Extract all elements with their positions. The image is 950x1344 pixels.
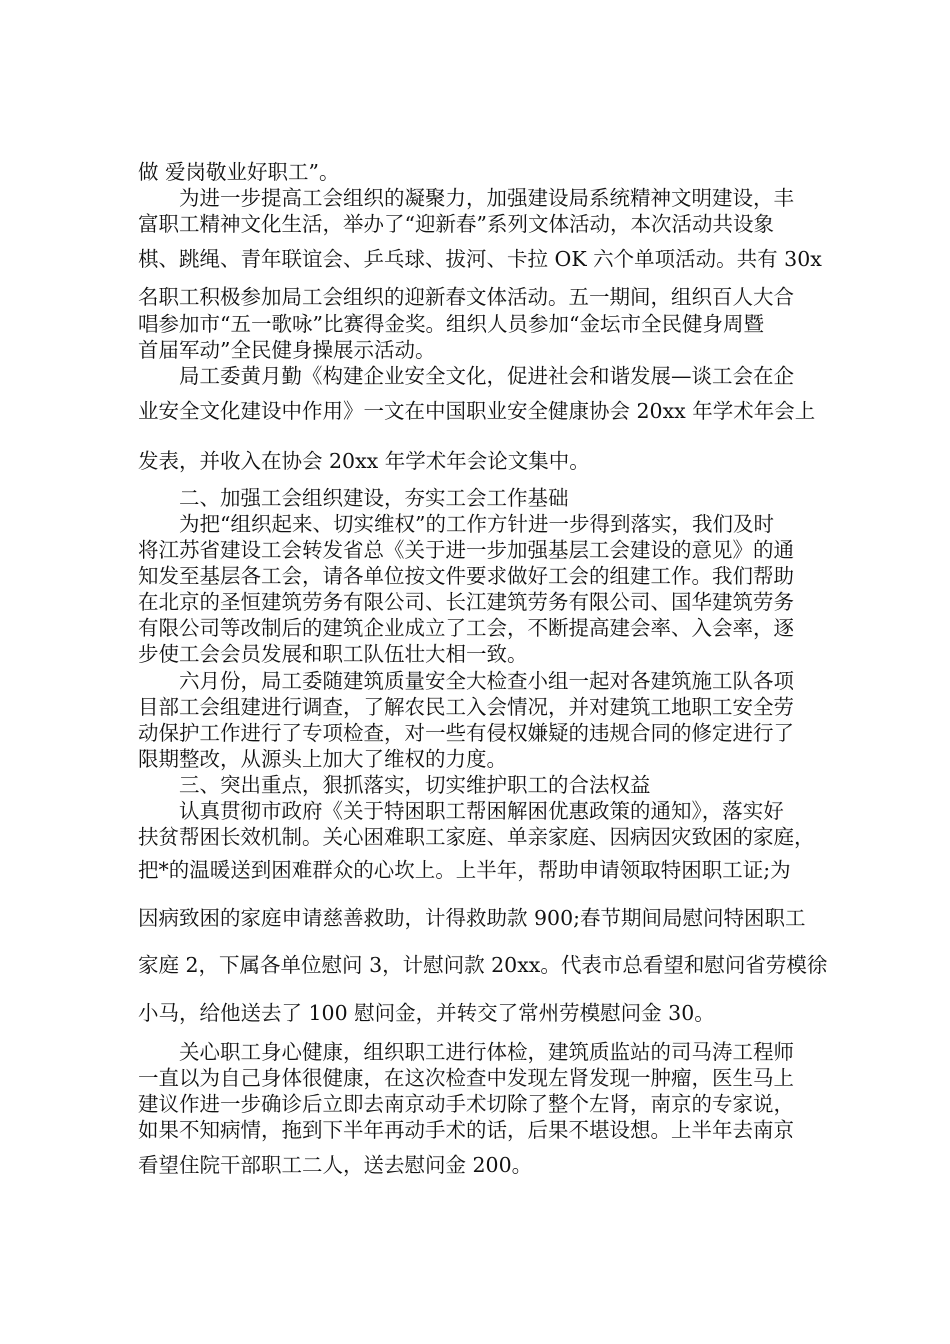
- text-line: 家庭 2，下属各单位慰问 3，计慰问款 20xx。代表市总看望和慰问省劳模徐: [138, 953, 828, 977]
- text-line: 为进一步提高工会组织的凝聚力，加强建设局系统精神文明建设，丰: [179, 186, 794, 210]
- section-heading: 二、加强工会组织建设，夯实工会工作基础: [179, 486, 569, 510]
- text-line: 动保护工作进行了专项检查，对一些有侵权嫌疑的违规合同的修定进行了: [138, 721, 794, 745]
- text-line: 棋、跳绳、青年联谊会、乒乓球、拔河、卡拉 OK 六个单项活动。共有 30x: [138, 247, 822, 271]
- text-line: 六月份，局工委随建筑质量安全大检查小组一起对各建筑施工队各项: [179, 669, 794, 693]
- text-line: 为把“组织起来、切实维权”的工作方针进一步得到落实，我们及时: [179, 512, 774, 536]
- text-line: 在北京的圣恒建筑劳务有限公司、长江建筑劳务有限公司、国华建筑劳务: [138, 590, 794, 614]
- text-line: 看望住院干部职工二人，送去慰问金 200。: [138, 1153, 533, 1177]
- text-line: 步使工会会员发展和职工队伍壮大相一致。: [138, 642, 528, 666]
- section-heading: 三、突出重点，狠抓落实，切实维护职工的合法权益: [179, 773, 651, 797]
- text-line: 局工委黄月勤《构建企业安全文化，促进社会和谐发展—谈工会在企: [179, 364, 794, 388]
- text-line: 目部工会组建进行调查，了解农民工入会情况，并对建筑工地职工安全劳: [138, 695, 794, 719]
- text-line: 如果不知病情，拖到下半年再动手术的话，后果不堪设想。上半年去南京: [138, 1118, 794, 1142]
- text-line: 扶贫帮困长效机制。关心困难职工家庭、单亲家庭、因病因灾致困的家庭，: [138, 825, 815, 849]
- text-line: 有限公司等改制后的建筑企业成立了工会，不断提高建会率、入会率，逐: [138, 616, 794, 640]
- text-line: 一直以为自己身体很健康，在这次检查中发现左肾发现一肿瘤，医生马上: [138, 1066, 794, 1090]
- text-line: 把*的温暖送到困难群众的心坎上。上半年，帮助申请领取特困职工证;为: [138, 858, 791, 882]
- text-line: 将江苏省建设工会转发省总《关于进一步加强基层工会建设的意见》的通: [138, 538, 794, 562]
- text-line: 名职工积极参加局工会组织的迎新春文体活动。五一期间，组织百人大合: [138, 285, 794, 309]
- text-line: 认真贯彻市政府《关于特困职工帮困解困优惠政策的通知》，落实好: [179, 799, 784, 823]
- text-line: 建议作进一步确诊后立即去南京动手术切除了整个左肾，南京的专家说，: [138, 1092, 794, 1116]
- text-line: 做 爱岗敬业好职工”。: [138, 160, 340, 184]
- text-line: 限期整改，从源头上加大了维权的力度。: [138, 747, 507, 771]
- text-line: 知发至基层各工会，请各单位按文件要求做好工会的组建工作。我们帮助: [138, 564, 794, 588]
- text-line: 首届军动”全民健身操展示活动。: [138, 338, 436, 362]
- text-line: 业安全文化建设中作用》一文在中国职业安全健康协会 20xx 年学术年会上: [138, 399, 816, 423]
- text-line: 唱参加市“五一歌咏”比赛得金奖。组织人员参加“金坛市全民健身周暨: [138, 312, 764, 336]
- text-line: 富职工精神文化生活，举办了“迎新春”系列文体活动，本次活动共设象: [138, 212, 774, 236]
- text-line: 发表，并收入在协会 20xx 年学术年会论文集中。: [138, 449, 590, 473]
- text-line: 因病致困的家庭申请慈善救助，计得救助款 900;春节期间局慰问特困职工: [138, 906, 806, 930]
- text-line: 小马，给他送去了 100 慰问金，并转交了常州劳模慰问金 30。: [138, 1001, 715, 1025]
- text-line: 关心职工身心健康，组织职工进行体检，建筑质监站的司马涛工程师: [179, 1040, 794, 1064]
